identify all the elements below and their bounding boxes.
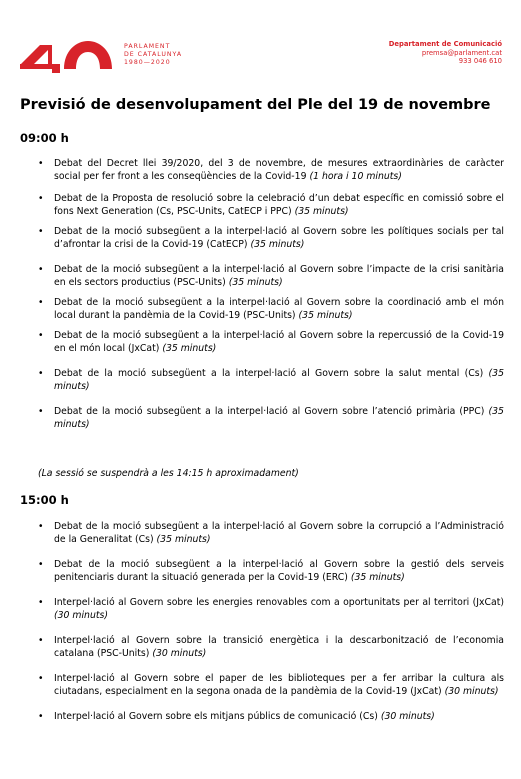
logo-line-2: DE CATALUNYA <box>124 51 183 58</box>
logo-line-3: 1980—2020 <box>124 59 171 66</box>
item-text: Debat de la moció subsegüent a la interpel·lació al Govern sobre l’impacte de la crisi sanitària en els sectors productius (PSC-Units) <box>54 264 504 288</box>
agenda-list-morning <box>38 157 504 431</box>
item-text: Debat de la moció subsegüent a la interpel·lació al Govern sobre la gestió dels serveis penitenciaris durant la situació generada per la Covid-19 (ERC) <box>54 559 504 583</box>
department-phone: 933 046 610 <box>458 57 502 66</box>
item-text: Debat de la moció subsegüent a la interpel·lació al Govern sobre la repercussió de la Covid-19 en el món local (JxCat) <box>54 330 504 354</box>
list-item <box>38 672 504 698</box>
session-time-afternoon: 15:00 h <box>20 493 69 507</box>
item-duration: (35 minuts) <box>156 534 211 545</box>
item-text: Interpel·lació al Govern sobre les energies renovables com a oportunitats per al territori (JxCat) <box>54 597 504 608</box>
list-item <box>38 225 504 251</box>
logo-wordmark <box>124 43 182 67</box>
list-item <box>38 367 504 393</box>
item-text: Debat de la moció subsegüent a la interpel·lació al Govern sobre la corrupció a l’Administració de la Generalitat (Cs) <box>54 521 504 545</box>
department-email: premsa@parlament.cat <box>421 48 502 57</box>
item-duration: (35 minuts) <box>162 343 217 354</box>
department-name: Departament de Comunicació <box>388 40 502 48</box>
item-text: Debat de la moció subsegüent a la interpel·lació al Govern sobre l’atenció primària (PPC) <box>54 406 485 417</box>
list-item <box>38 405 504 431</box>
item-duration: (35 minuts) <box>228 277 283 288</box>
item-duration: (1 hora i 10 minuts) <box>309 171 402 182</box>
item-duration: (35 minuts) <box>350 572 405 583</box>
suspension-note: (La sessió se suspendrà a les 14:15 h aproximadament) <box>38 468 299 479</box>
list-item <box>38 157 504 183</box>
item-text: Debat de la moció subsegüent a la interpel·lació al Govern sobre la coordinació amb el món local durant la pandèmia de la Covid-19 (PSC-Units) <box>54 297 504 321</box>
list-item <box>38 520 504 546</box>
item-duration: (35 minuts) <box>54 368 504 392</box>
list-item <box>38 263 504 289</box>
list-item <box>38 596 504 622</box>
item-duration: (35 minuts) <box>294 206 349 217</box>
item-duration: (30 minuts) <box>380 711 435 722</box>
agenda-list-afternoon <box>38 520 504 723</box>
parlament-40-logo <box>18 37 114 73</box>
item-text: Interpel·lació al Govern sobre el paper de les biblioteques per a fer arribar la cultura als ciutadans, especialment en la segona onada de la pandèmia de la Covid-19 (JxCat) <box>54 673 504 697</box>
page-header <box>0 0 521 90</box>
document-title: Previsió de desenvolupament del Ple del 19 de novembre <box>20 97 491 113</box>
item-duration: (30 minuts) <box>54 610 108 621</box>
item-duration: (35 minuts) <box>298 310 353 321</box>
list-item <box>38 192 504 218</box>
list-item <box>38 296 504 322</box>
item-text: Debat de la moció subsegüent a la interpel·lació al Govern sobre la salut mental (Cs) <box>54 368 484 379</box>
item-text: Debat de la moció subsegüent a la interpel·lació al Govern sobre les polítiques socials per tal d’afrontar la crisi de la Covid-19 (CatECP) <box>54 226 504 250</box>
item-duration: (30 minuts) <box>444 686 499 697</box>
list-item <box>38 634 504 660</box>
list-item <box>38 558 504 584</box>
item-duration: (35 minuts) <box>54 406 504 430</box>
item-text: Interpel·lació al Govern sobre la transició energètica i la descarbonització de l’economia catalana (PSC-Units) <box>54 635 504 659</box>
item-text: Debat de la Proposta de resolució sobre la celebració d’un debat específic en comissió sobre el fons Next Generation (Cs, PSC-Units, CatECP i PPC) <box>54 193 504 217</box>
session-time-morning: 09:00 h <box>20 131 69 145</box>
logo-line-1: PARLAMENT <box>124 43 171 50</box>
item-text: Debat del Decret llei 39/2020, del 3 de novembre, de mesures extraordinàries de caràcter social per fer front a les conseqüències de la Covid-19 <box>54 158 504 182</box>
department-contact <box>389 40 502 66</box>
item-duration: (30 minuts) <box>152 648 207 659</box>
list-item <box>38 329 504 355</box>
item-duration: (35 minuts) <box>250 239 305 250</box>
item-text: Interpel·lació al Govern sobre els mitjans públics de comunicació (Cs) <box>54 711 378 722</box>
list-item <box>38 710 504 723</box>
